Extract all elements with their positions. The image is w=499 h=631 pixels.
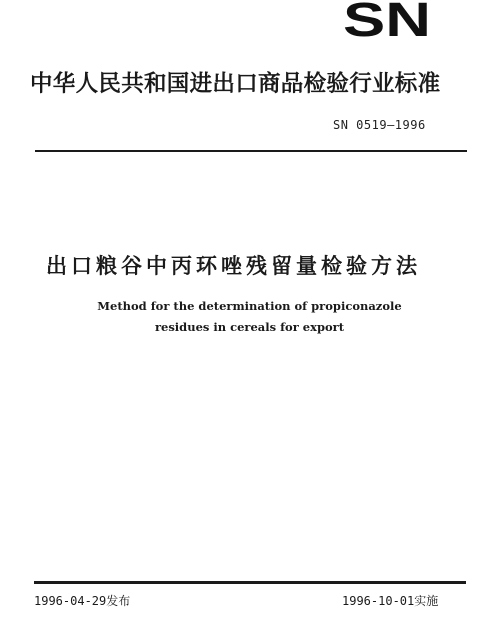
document-title-cn: 出口粮谷中丙环唑残留量检验方法 (46, 254, 421, 278)
sn-logo (343, 0, 433, 38)
implementation-date: 1996-10-01实施 (342, 594, 439, 608)
document-title-en-line1: Method for the determination of propiconazole (97, 299, 402, 313)
header-title: 中华人民共和国进出口商品检验行业标准 (30, 71, 441, 97)
header-divider (35, 150, 467, 152)
issue-date: 1996-04-29发布 (34, 594, 131, 608)
sn-logo-text: SN (343, 0, 431, 38)
footer-divider (34, 581, 466, 584)
sn-logo-mark (343, 0, 433, 38)
standard-number: SN 0519—1996 (333, 118, 426, 132)
document-title-en-line2: residues in cereals for export (154, 320, 345, 334)
document-title-en (0, 296, 499, 338)
